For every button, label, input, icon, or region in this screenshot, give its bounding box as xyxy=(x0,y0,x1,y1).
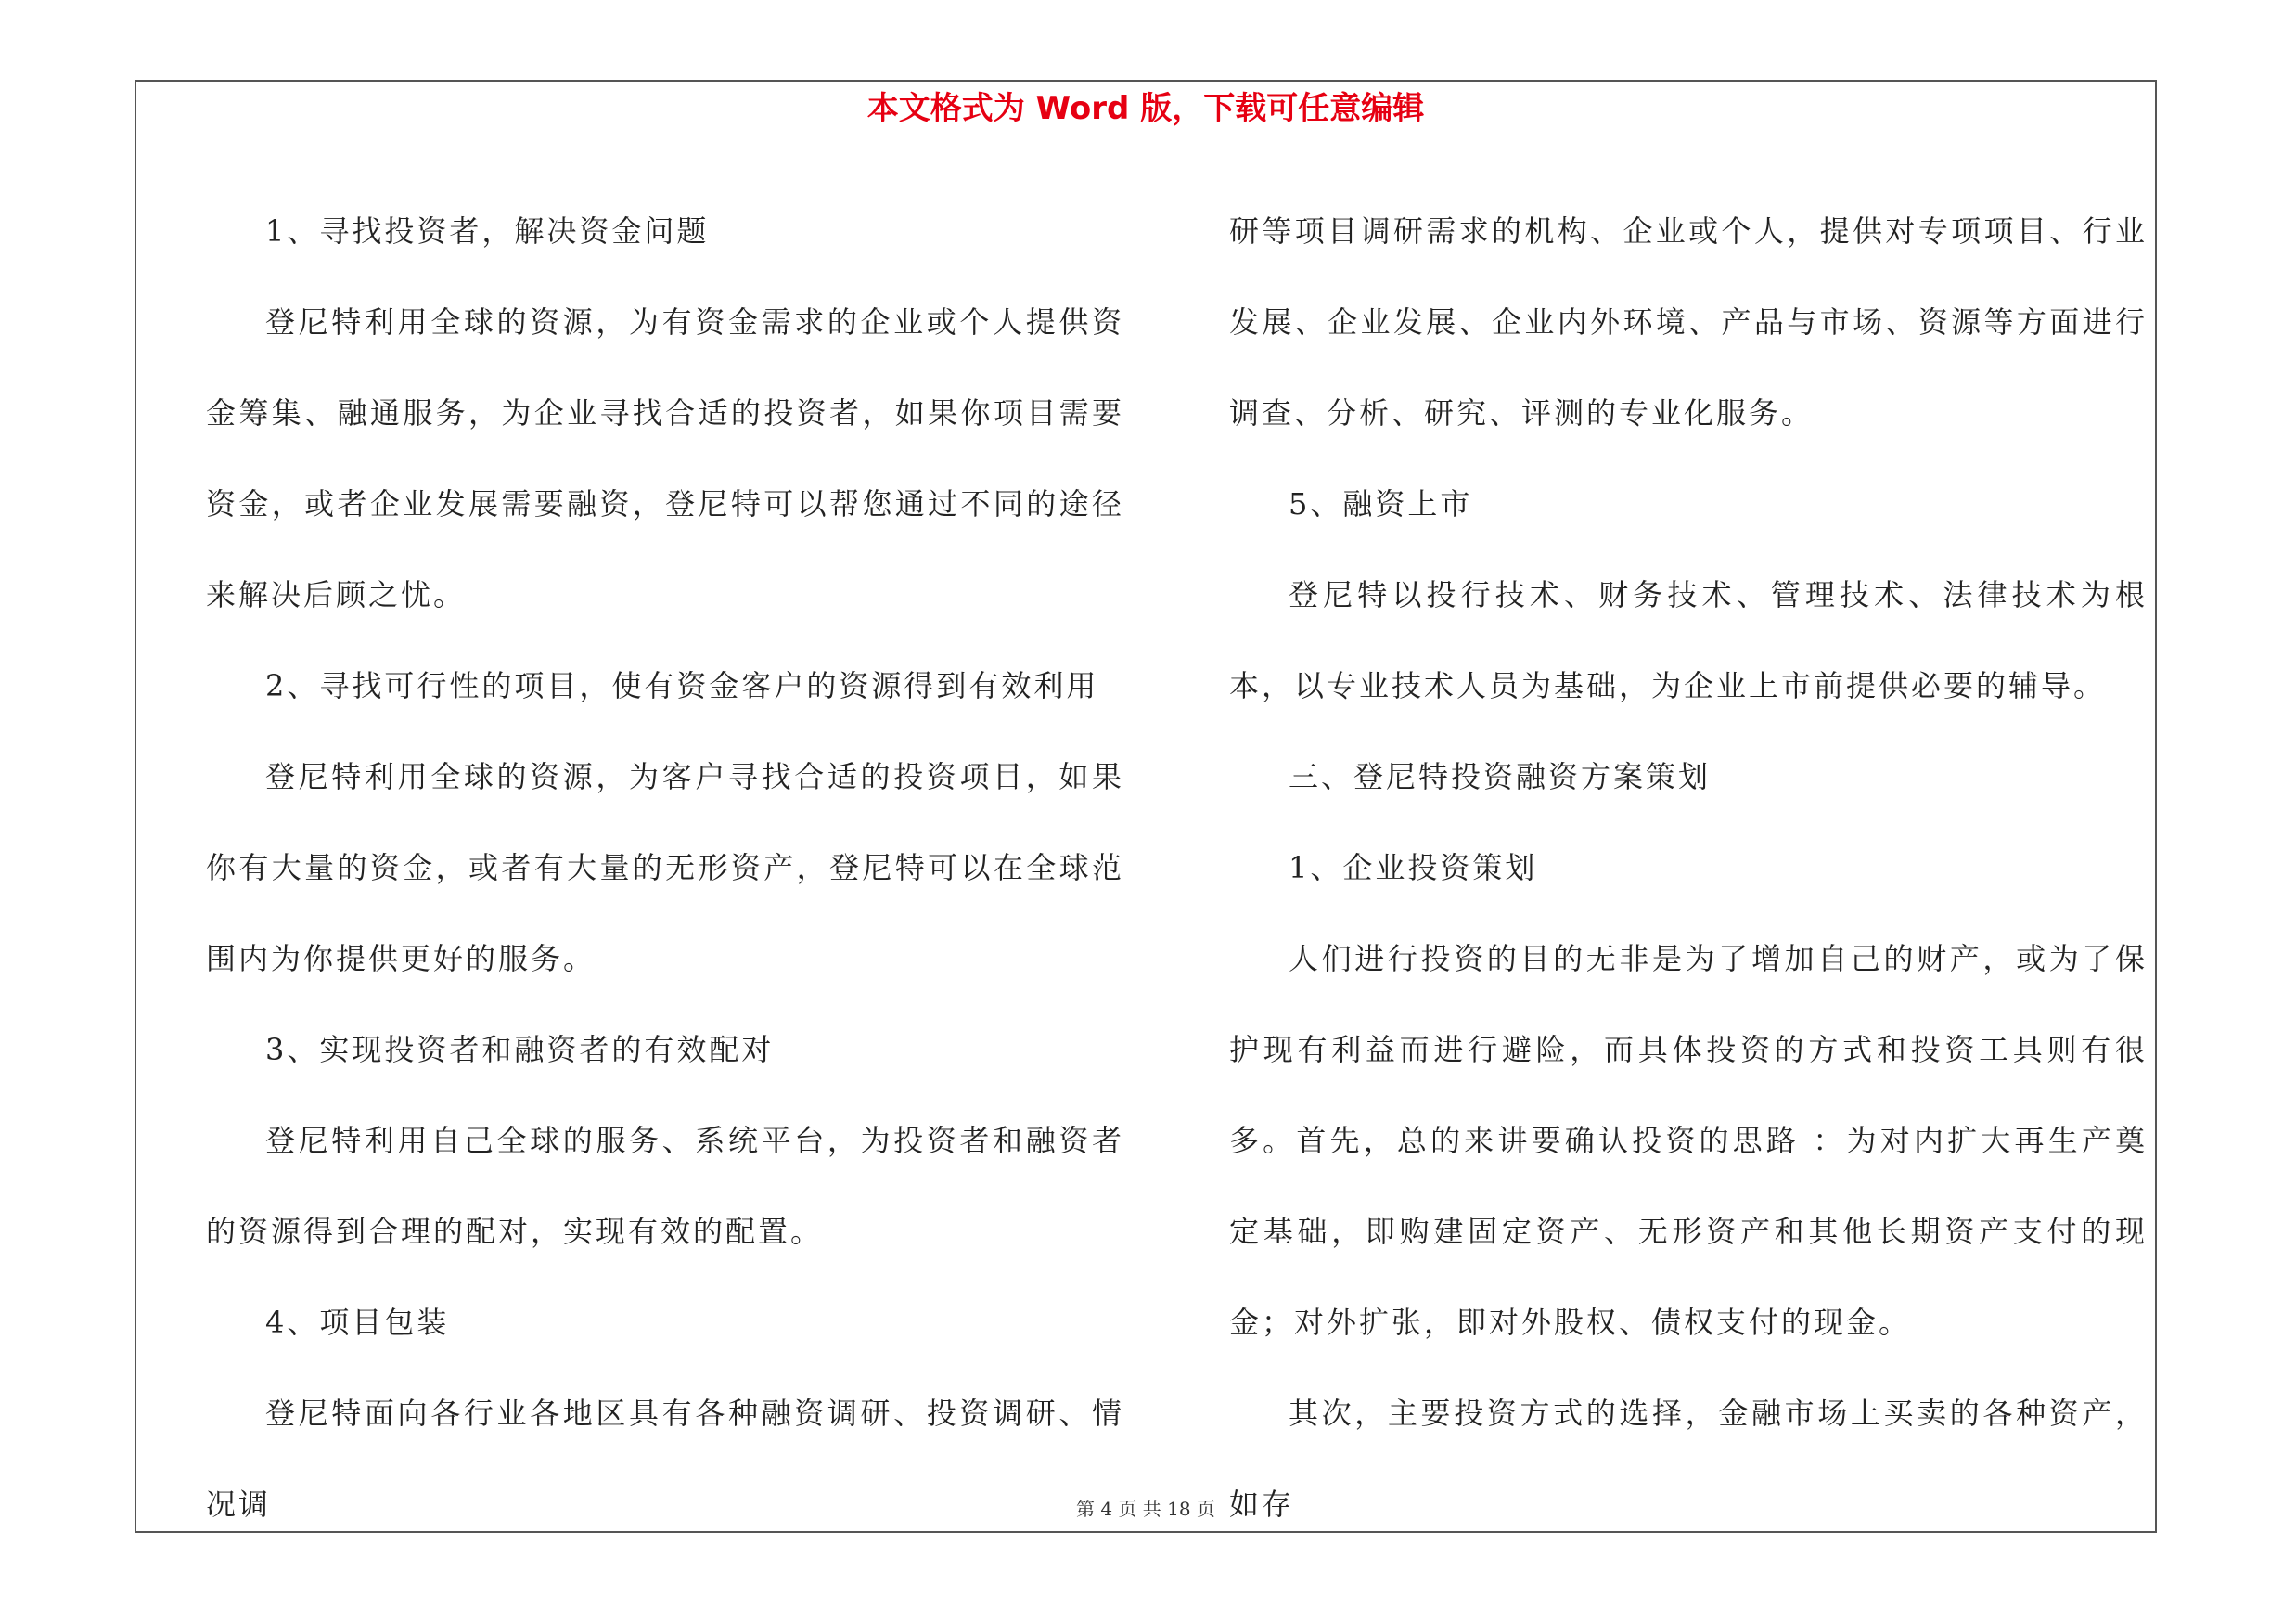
paragraph: 3、实现投资者和融资者的有效配对 xyxy=(265,1032,775,1067)
paragraph: 三、登尼特投资融资方案策划 xyxy=(1289,759,1712,794)
paragraph: 登尼特面向各行业各地区具有各种融资调研、投资调研、情况调 xyxy=(206,1396,1124,1522)
paragraph: 1、企业投资策划 xyxy=(1289,850,1538,885)
paragraph: 人们进行投资的目的无非是为了增加自己的财产，或为了保护现有利益而进行避险，而具体投资的方式和投资工具则有很多。首先，总的来讲要确认投资的思路 ：为对内扩大再生产奠定基础，即购建固定资产、无形资产和其他长期资产支付的现金；对外扩张，即对外股权、债权支付的现金。 xyxy=(1229,941,2148,1340)
paragraph: 1、寻找投资者，解决资金问题 xyxy=(265,213,710,249)
header-notice: 本文格式为 Word 版，下载可任意编辑 xyxy=(866,90,1425,127)
paragraph: 登尼特利用自己全球的服务、系统平台，为投资者和融资者的资源得到合理的配对，实现有效的配置。 xyxy=(206,1123,1124,1249)
paragraph: 4、项目包装 xyxy=(265,1305,450,1340)
paragraph: 2、寻找可行性的项目，使有资金客户的资源得到有效利用 xyxy=(265,668,1099,703)
paragraph: 研等项目调研需求的机构、企业或个人，提供对专项项目、行业发展、企业发展、企业内外环境、产品与市场、资源等方面进行调查、分析、研究、评测的专业化服务。 xyxy=(1229,213,2148,431)
paragraph: 登尼特利用全球的资源，为有资金需求的企业或个人提供资金筹集、融通服务，为企业寻找合适的投资者，如果你项目需要资金，或者企业发展需要融资，登尼特可以帮您通过不同的途径来解决后顾之忧。 xyxy=(206,304,1124,612)
page-number: 第 4 页 共 18 页 xyxy=(1076,1498,1215,1520)
paragraph: 登尼特利用全球的资源，为客户寻找合适的投资项目，如果你有大量的资金，或者有大量的无形资产，登尼特可以在全球范围内为你提供更好的服务。 xyxy=(206,759,1124,976)
paragraph: 其次，主要投资方式的选择，金融市场上买卖的各种资产，如存 xyxy=(1229,1396,2148,1522)
paragraph: 5、融资上市 xyxy=(1289,486,1473,522)
right-column xyxy=(1229,186,2148,1550)
paragraph: 登尼特以投行技术、财务技术、管理技术、法律技术为根本，以专业技术人员为基础，为企业上市前提供必要的辅导。 xyxy=(1229,577,2148,703)
left-column xyxy=(206,186,1124,1550)
